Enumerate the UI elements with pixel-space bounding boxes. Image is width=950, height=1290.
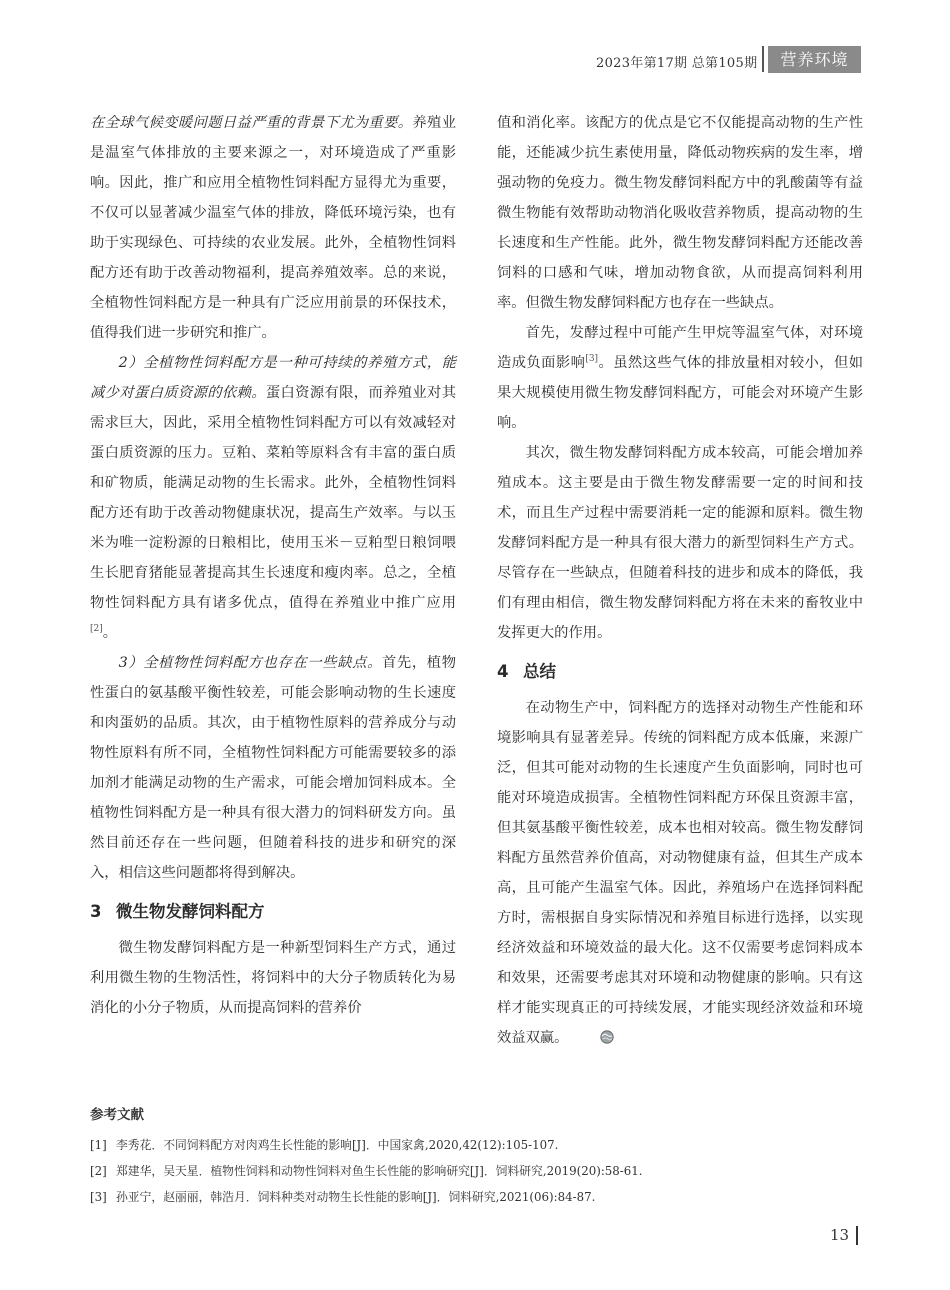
paragraph-7: 其次，微生物发酵饲料配方成本较高，可能会增加养殖成本。这主要是由于微生物发酵需要一定的时间和技术，而且生产过程中需要消耗一定的能源和原料。微生物发酵饲料配方是一种具有很大潜力的新型饲料生产方式。尽管存在一些缺点，但随着科技的进步和成本的降低，我们有理由相信，微生物发酵饲料配方将在未来的畜牧业中发挥更大的作用。 bbox=[497, 445, 863, 641]
paragraph-6-text-a: 首先，发酵过程中可能产生甲烷等温室气体，对环境造成负面影响 bbox=[497, 325, 863, 371]
page-number-bar bbox=[856, 1226, 858, 1245]
reference-number: [2] bbox=[90, 1164, 107, 1178]
left-column bbox=[90, 108, 456, 1023]
right-column bbox=[497, 108, 863, 1053]
issue-info: 2023年第17期 总第105期 bbox=[596, 56, 758, 71]
section-3-number: 3 bbox=[90, 902, 102, 921]
paragraph-2-body: 蛋白资源有限，而养殖业对其需求巨大，因此，采用全植物性饲料配方可以有效减轻对蛋白质资源的压力。豆粕、菜粕等原料含有丰富的蛋白质和矿物质，能满足动物的生长需求。此外，全植物性饲料配方还有助于改善动物健康状况，提高生产效率。与以玉米为唯一淀粉源的日粮相比，使用玉米－豆粕型日粮饲喂生长肥育猪能显著提高其生长速度和瘦肉率。总之，全植物性饲料配方具有诸多优点，值得在养殖业中推广应用 bbox=[90, 385, 457, 611]
paragraph-1 bbox=[90, 108, 456, 348]
paragraph-8 bbox=[497, 693, 863, 1053]
paragraph-6 bbox=[497, 318, 863, 438]
reference-item bbox=[90, 1132, 870, 1158]
reference-item bbox=[90, 1158, 870, 1184]
paragraph-8-text: 在动物生产中，饲料配方的选择对动物生产性能和环境影响具有显著差异。传统的饲料配方成本低廉，来源广泛，但其可能对动物的生长速度产生负面影响，同时也可能对环境造成损害。全植物性饲料配方环保且资源丰富，但其氨基酸平衡性较差，成本也相对较高。微生物发酵饲料配方虽然营养价值高，对动物健康有益，但其生产成本高，且可能产生温室气体。因此，养殖场户在选择饲料配方时，需根据自身实际情况和养殖目标进行选择，以实现经济效益和环境效益的最大化。这不仅需要考虑饲料成本和效果，还需要考虑其对环境和动物健康的影响。只有这样才能实现真正的可持续发展，才能实现经济效益和环境效益双赢。 bbox=[497, 700, 863, 1046]
section-4-number: 4 bbox=[497, 662, 509, 681]
paragraph-2-end: 。 bbox=[102, 625, 118, 641]
citation-2[interactable]: [2] bbox=[90, 624, 103, 634]
paragraph-2 bbox=[90, 348, 456, 648]
paragraph-2-lead: 2）全植物性饲料配方是一种可持续的养殖方式，能减少对蛋白质资源的依赖。 bbox=[90, 355, 456, 401]
paragraph-3 bbox=[90, 648, 456, 888]
reference-text: 李秀花．不同饲料配方对肉鸡生长性能的影响[J]．中国家禽,2020,42(12):105-107. bbox=[116, 1138, 559, 1152]
reference-number: [1] bbox=[90, 1138, 107, 1152]
section-3-title: 微生物发酵饲料配方 bbox=[116, 902, 265, 921]
page-number: 13 bbox=[830, 1226, 850, 1244]
paragraph-1-lead: 在全球气候变暖问题日益严重的背景下尤为重要。 bbox=[90, 115, 413, 131]
reference-text: 郑建华，吴天星．植物性饲料和动物性饲料对鱼生长性能的影响研究[J]．饲料研究,2019(20):58-61. bbox=[116, 1164, 643, 1178]
paragraph-3-lead: 3）全植物性饲料配方也存在一些缺点。 bbox=[118, 655, 382, 671]
reference-text: 孙亚宁，赵丽丽，韩浩月．饲料种类对动物生长性能的影响[J]．饲料研究,2021(06):84-87. bbox=[116, 1190, 596, 1204]
paragraph-4: 微生物发酵饲料配方是一种新型饲料生产方式，通过利用微生物的生物活性，将饲料中的大分子物质转化为易消化的小分子物质，从而提高饲料的营养价 bbox=[90, 940, 456, 1016]
citation-3[interactable]: [3] bbox=[585, 354, 599, 364]
section-4-heading bbox=[497, 657, 863, 687]
section-3-heading bbox=[90, 897, 456, 927]
paragraph-3-body: 首先，植物性蛋白的氨基酸平衡性较差，可能会影响动物的生长速度和肉蛋奶的品质。其次，由于植物性原料的营养成分与动物性原料有所不同，全植物性饲料配方可能需要较多的添加剂才能满足动物的生产需求，可能会增加饲料成本。全植物性饲料配方是一种具有很大潜力的饲料研发方向。虽然目前还存在一些问题，但随着科技的进步和研究的深入，相信这些问题都将得到解决。 bbox=[90, 655, 456, 881]
globe-icon bbox=[571, 1025, 585, 1039]
header-divider bbox=[762, 46, 764, 72]
paragraph-1-body: 养殖业是温室气体排放的主要来源之一，对环境造成了严重影响。因此，推广和应用全植物性饲料配方显得尤为重要，不仅可以显著减少温室气体的排放，降低环境污染，也有助于实现绿色、可持续的农业发展。此外，全植物性饲料配方还有助于改善动物福利，提高养殖效率。总的来说，全植物性饲料配方是一种具有广泛应用前景的环保技术，值得我们进一步研究和推广。 bbox=[90, 115, 457, 341]
section-4-title: 总结 bbox=[523, 662, 556, 681]
reference-item bbox=[90, 1184, 870, 1210]
references bbox=[90, 1103, 870, 1210]
section-label: 营养环境 bbox=[768, 46, 861, 73]
paragraph-5: 值和消化率。该配方的优点是它不仅能提高动物的生产性能，还能减少抗生素使用量，降低动物疾病的发生率，增强动物的免疫力。微生物发酵饲料配方中的乳酸菌等有益微生物能有效帮助动物消化吸收营养物质，提高动物的生长速度和生产性能。此外，微生物发酵饲料配方还能改善饲料的口感和气味，增加动物食欲，从而提高饲料利用率。但微生物发酵饲料配方也存在一些缺点。 bbox=[497, 115, 863, 311]
reference-number: [3] bbox=[90, 1190, 107, 1204]
paragraph-6-text-b: 。虽然这些气体的排放量相对较小，但如果大规模使用微生物发酵饲料配方，可能会对环境产生影响。 bbox=[497, 355, 863, 431]
references-title: 参考文献 bbox=[90, 1107, 144, 1123]
